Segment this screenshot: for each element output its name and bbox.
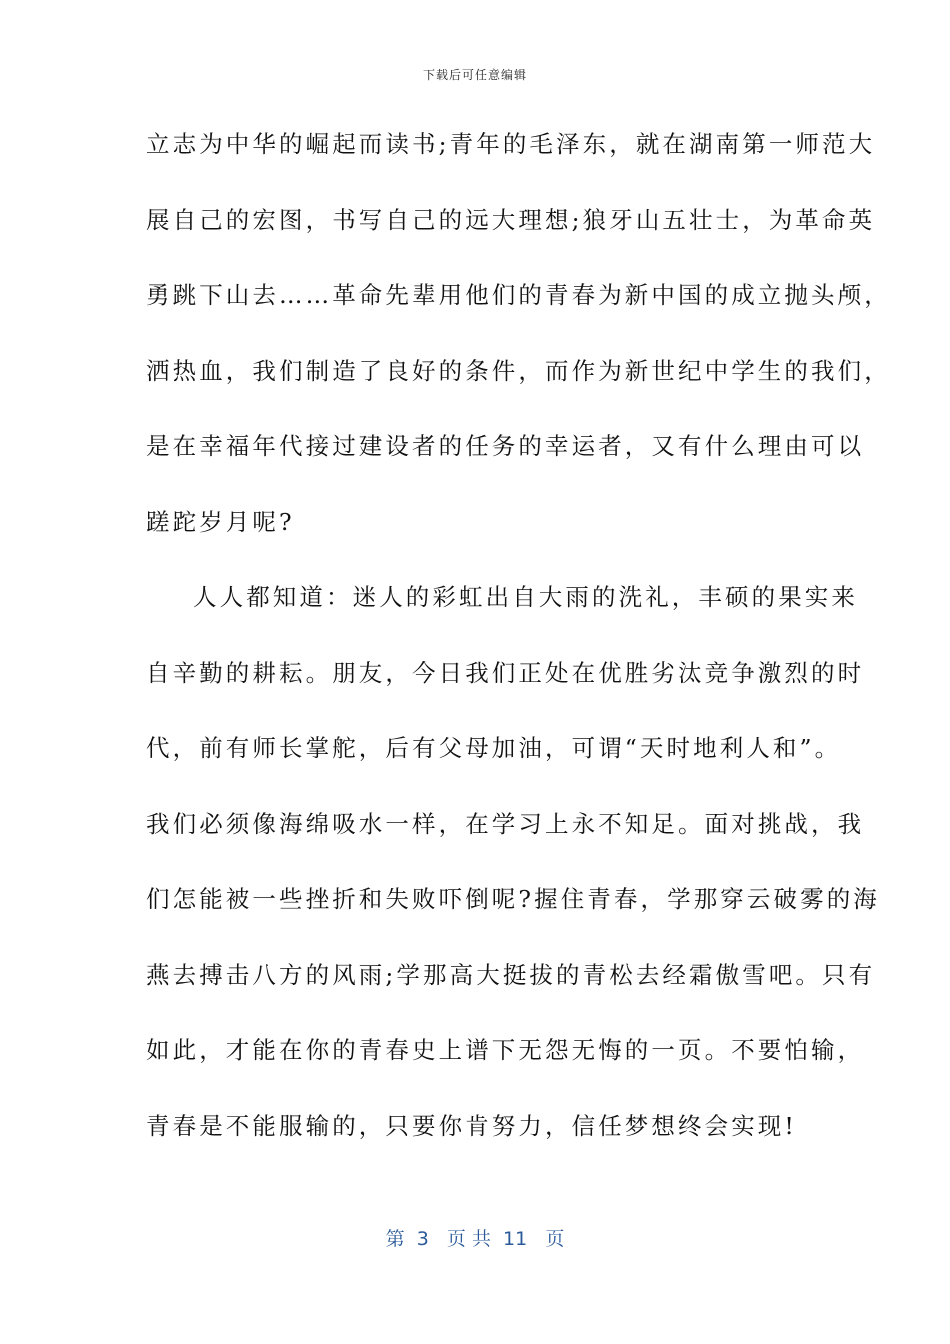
page-number-footer: 第 3 页 共 11 页 — [385, 1228, 565, 1250]
text-line: 代，前有师长掌舵，后有父母加油，可谓“天时地利人和”。 — [146, 734, 842, 762]
text-line: 立志为中华的崛起而读书;青年的毛泽东，就在湖南第一师范大 — [146, 130, 876, 158]
text-line: 们怎能被一些挫折和失败吓倒呢?握住青春，学那穿云破雾的海 — [146, 885, 880, 913]
paragraph-first-line: 人人都知道：迷人的彩虹出自大雨的洗礼，丰硕的果实来 — [193, 583, 858, 611]
text-line: 青春是不能服输的，只要你肯努力，信任梦想终会实现! — [146, 1111, 797, 1140]
text-line: 自辛勤的耕耘。朋友，今日我们正处在优胜劣汰竞争激烈的时 — [146, 658, 865, 687]
text-line: 蹉跎岁月呢? — [146, 507, 295, 536]
text-line: 如此，才能在你的青春史上谱下无怨无悔的一页。不要怕输， — [146, 1036, 865, 1064]
document-body — [146, 118, 891, 1175]
text-line: 展自己的宏图，书写自己的远大理想;狼牙山五壮士，为革命英 — [146, 205, 876, 234]
text-line: 洒热血，我们制造了良好的条件，而作为新世纪中学生的我们， — [146, 356, 891, 385]
text-line: 勇跳下山去……革命先辈用他们的青春为新中国的成立抛头颅， — [146, 281, 891, 309]
text-line: 我们必须像海绵吸水一样，在学习上永不知足。面对挑战，我 — [146, 809, 865, 838]
text-line: 是在幸福年代接过建设者的任务的幸运者，又有什么理由可以 — [146, 432, 865, 460]
page-header-note: 下载后可任意编辑 — [422, 68, 527, 82]
text-line: 燕去搏击八方的风雨;学那高大挺拔的青松去经霜傲雪吧。只有 — [146, 960, 876, 989]
